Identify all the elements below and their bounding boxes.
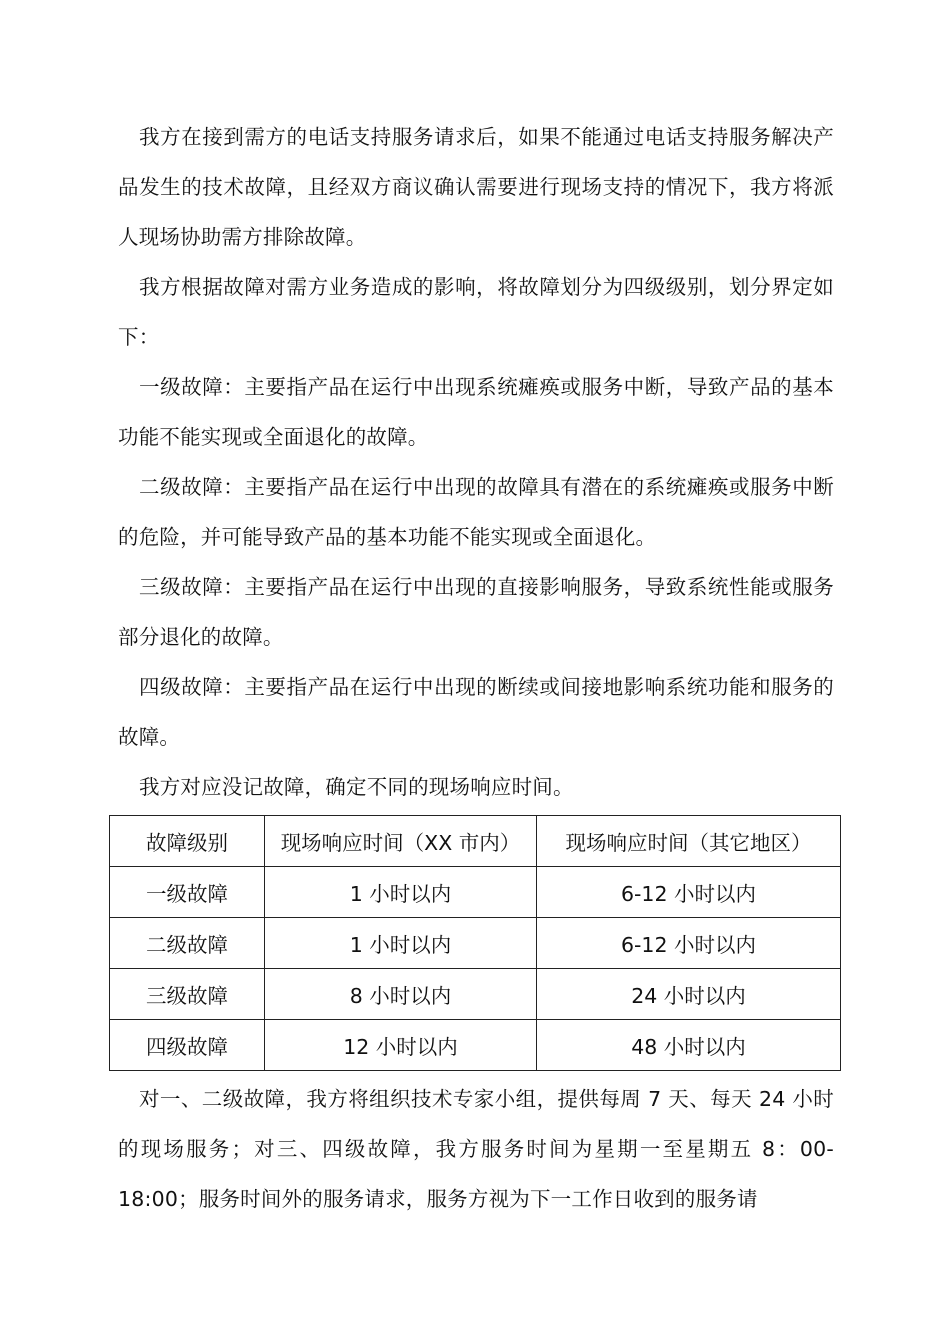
table-cell: 6-12 小时以内 — [537, 918, 841, 969]
paragraph-level-2: 二级故障：主要指产品在运行中出现的故障具有潜在的系统瘫痪或服务中断的危险，并可能导致产品的基本功能不能实现或全面退化。 — [118, 475, 834, 549]
table-header-cell: 现场响应时间（XX 市内） — [265, 816, 537, 867]
table-row — [110, 867, 841, 918]
document-page — [118, 112, 834, 1224]
paragraph-response-intro: 我方对应没记故障，确定不同的现场响应时间。 — [139, 775, 574, 799]
table-cell: 一级故障 — [110, 867, 265, 918]
table-row — [110, 918, 841, 969]
table-cell: 1 小时以内 — [265, 918, 537, 969]
response-time-table — [109, 815, 841, 1071]
table-cell: 1 小时以内 — [265, 867, 537, 918]
paragraph-level-4: 四级故障：主要指产品在运行中出现的断续或间接地影响系统功能和服务的故障。 — [118, 675, 834, 749]
table-header-cell: 故障级别 — [110, 816, 265, 867]
table-row — [110, 969, 841, 1020]
table-cell: 二级故障 — [110, 918, 265, 969]
table-cell: 三级故障 — [110, 969, 265, 1020]
table-cell: 四级故障 — [110, 1020, 265, 1071]
table-cell: 12 小时以内 — [265, 1020, 537, 1071]
paragraph-level-3: 三级故障：主要指产品在运行中出现的直接影响服务，导致系统性能或服务部分退化的故障。 — [118, 575, 834, 649]
table-header-row — [110, 816, 841, 867]
paragraph-level-1: 一级故障：主要指产品在运行中出现系统瘫痪或服务中断，导致产品的基本功能不能实现或全面退化的故障。 — [118, 375, 834, 449]
table-cell: 8 小时以内 — [265, 969, 537, 1020]
paragraph-onsite-support: 我方在接到需方的电话支持服务请求后，如果不能通过电话支持服务解决产品发生的技术故障，且经双方商议确认需要进行现场支持的情况下，我方将派人现场协助需方排除故障。 — [118, 125, 834, 249]
table-cell: 6-12 小时以内 — [537, 867, 841, 918]
paragraph-fault-classification: 我方根据故障对需方业务造成的影响，将故障划分为四级级别，划分界定如下： — [118, 275, 834, 349]
table-header-cell: 现场响应时间（其它地区） — [537, 816, 841, 867]
paragraph-service-hours: 对一、二级故障，我方将组织技术专家小组，提供每周 7 天、每天 24 小时的现场服务；对三、四级故障，我方服务时间为星期一至星期五 8：00-18:00；服务时间外的服务请求，服务方视为下一工作日收到的服务请 — [118, 1087, 834, 1211]
table-cell: 48 小时以内 — [537, 1020, 841, 1071]
table-row — [110, 1020, 841, 1071]
table-cell: 24 小时以内 — [537, 969, 841, 1020]
